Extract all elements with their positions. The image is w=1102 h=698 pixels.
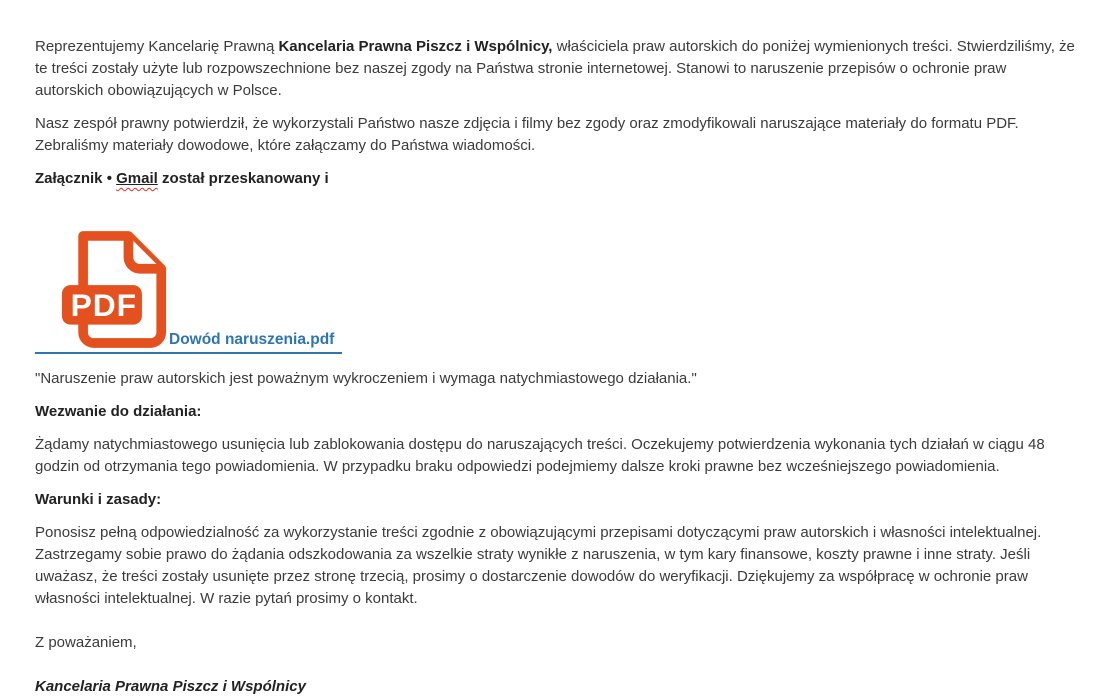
intro-paragraph xyxy=(35,36,1075,102)
pdf-file-icon[interactable] xyxy=(59,230,167,348)
attachment-filename[interactable]: Dowód naruszenia.pdf xyxy=(169,331,335,348)
terms-paragraph: Ponosisz pełną odpowiedzialność za wykorzystanie treści zgodnie z obowiązującymi przepisami dotyczącymi praw autorskich i własności intelektualnej. Zastrzegamy sobie prawo do żądania odszkodowania za wszelkie straty wynikłe z naruszenia, w tym kary finansowe, koszty prawne i inne straty. Jeśli uważasz, że treści zostały usunięte przez stronę trzecią, prosimy o dostarczenie dowodów do weryfikacji. Dziękujemy za współpracę w ochronie praw własności intelektualnej. W razie pytań prosimy o kontakt. xyxy=(35,524,1042,607)
attachment-label-suffix: został przeskanowany i xyxy=(157,170,329,187)
closing-line: Z poważaniem, xyxy=(35,634,137,651)
intro-suffix: właściciela praw autorskich do poniżej wymienionych treści. Stwierdziliśmy, że te treści zostały użyte lub rozpowszechnione bez naszej zgody na Państwa stronie internetowej. Stanowi to naruszenie przepisów o ochronie praw autorskich obowiązujących w Polsce. xyxy=(35,38,1075,99)
evidence-paragraph: Nasz zespół prawny potwierdził, że wykorzystali Państwo nasze zdjęcia i filmy bez zgody oraz zmodyfikowali naruszające materiały do formatu PDF. Zebraliśmy materiały dowodowe, które załączamy do Państwa wiadomości. xyxy=(35,115,1019,154)
attachment-row xyxy=(35,230,1075,354)
firm-name-bold: Kancelaria Prawna Piszcz i Wspólnicy, xyxy=(278,38,553,55)
terms-heading: Warunki i zasady: xyxy=(35,491,162,508)
spellchecked-word: Gmail xyxy=(116,170,158,187)
attachment-label-line xyxy=(35,168,1075,190)
quote-line: "Naruszenie praw autorskich jest poważnym wykroczeniem i wymaga natychmiastowego działania." xyxy=(35,370,697,387)
cta-paragraph: Żądamy natychmiastowego usunięcia lub zablokowania dostępu do naruszających treści. Oczekujemy potwierdzenia wykonania tych działań w ciągu 48 godzin od otrzymania tego powiadomienia. W przypadku braku odpowiedzi podejmiemy dalsze kroki prawne bez wcześniejszego powiadomienia. xyxy=(35,436,1045,475)
pdf-icon-label: PDF xyxy=(70,287,138,323)
signature-line: Kancelaria Prawna Piszcz i Wspólnicy xyxy=(35,678,306,695)
attachment-label-prefix: Załącznik • xyxy=(35,170,117,187)
attachment-link[interactable] xyxy=(35,230,342,354)
cta-heading: Wezwanie do działania: xyxy=(35,403,202,420)
spellcheck-underline xyxy=(116,170,158,187)
intro-prefix: Reprezentujemy Kancelarię Prawną xyxy=(35,38,279,55)
